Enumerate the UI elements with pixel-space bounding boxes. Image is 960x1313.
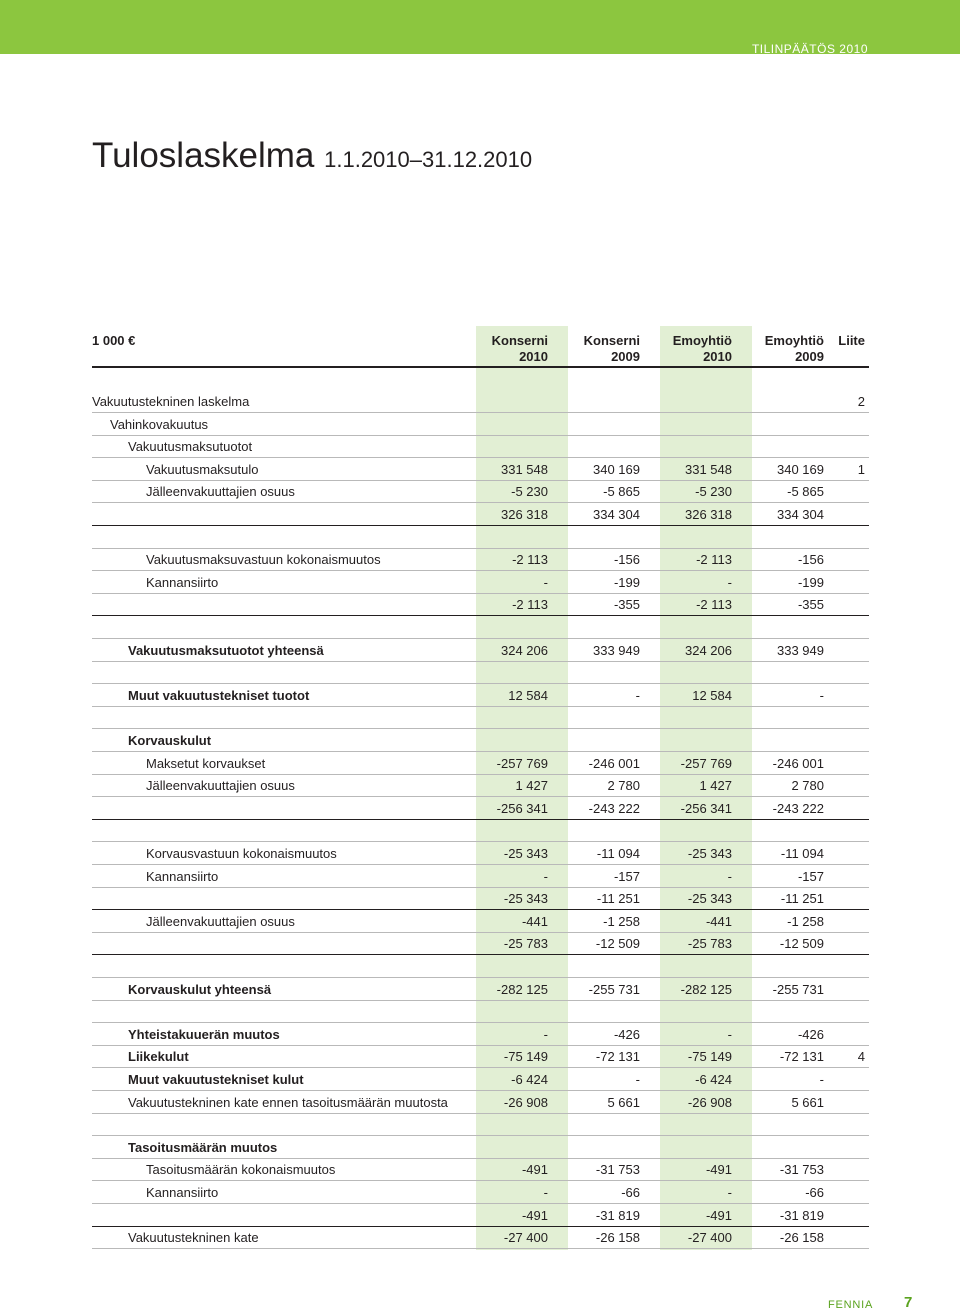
row-label: Vakuutustekninen laskelma <box>92 394 250 409</box>
table-row <box>92 414 869 436</box>
row-value-col4: -426 <box>797 1026 824 1042</box>
row-value-col4: -5 865 <box>787 484 824 500</box>
row-label: Kannansiirto <box>146 574 219 590</box>
row-value-col2: -11 094 <box>596 846 640 861</box>
row-label: Kannansiirto <box>146 1185 219 1200</box>
table-row <box>92 1182 869 1204</box>
row-value-col2: -255 731 <box>588 981 640 997</box>
row-value-col4: 2 780 <box>791 778 824 794</box>
table-row <box>92 640 869 662</box>
table-row <box>92 391 869 413</box>
row-value-col3: 324 206 <box>685 642 732 658</box>
row-value-col3: - <box>727 1026 732 1042</box>
table-row <box>92 436 869 458</box>
row-value-col1: 12 584 <box>508 687 548 703</box>
row-value-col2: -26 158 <box>595 1230 640 1246</box>
row-label: Muut vakuutustekniset tuotot <box>128 687 310 703</box>
row-value-col2: -246 001 <box>588 755 640 771</box>
table-row <box>92 1114 869 1136</box>
row-note: 1 <box>857 461 865 477</box>
row-value-col3: -75 149 <box>687 1049 732 1065</box>
row-value-col2: - <box>635 687 640 703</box>
row-value-col4: -72 131 <box>779 1049 824 1065</box>
page-title <box>92 138 532 173</box>
row-value-col4: 5 661 <box>791 1094 824 1110</box>
row-value-col3: 1 427 <box>699 778 732 794</box>
row-value-col1: - <box>543 574 548 590</box>
row-value-col3: -27 400 <box>687 1230 732 1246</box>
row-value-col4: - <box>819 1072 824 1087</box>
table-row <box>92 775 869 797</box>
table-row <box>92 866 869 888</box>
row-value-col3: -25 783 <box>687 936 732 952</box>
table-row <box>92 481 869 503</box>
table-row <box>92 1069 869 1091</box>
row-label: Korvauskulut yhteensä <box>128 981 272 997</box>
row-value-col2: -31 819 <box>595 1207 640 1223</box>
table-row <box>92 979 869 1001</box>
row-value-col1: - <box>543 1185 548 1200</box>
table-row <box>92 730 869 752</box>
row-value-col3: -257 769 <box>680 755 732 771</box>
row-value-col4: -26 158 <box>779 1230 824 1246</box>
column-header-3 <box>652 333 732 365</box>
row-value-col1: -75 149 <box>503 1049 548 1065</box>
row-value-col3: -2 113 <box>696 552 732 568</box>
row-value-col2: -72 131 <box>595 1049 640 1065</box>
header-bar <box>0 0 960 54</box>
row-value-col2: -426 <box>613 1026 640 1042</box>
table-row <box>92 933 869 955</box>
row-value-col1: -282 125 <box>496 981 548 997</box>
row-label: Tasoitusmäärän muutos <box>128 1139 278 1155</box>
row-value-col4: -11 251 <box>780 891 824 907</box>
table-row <box>92 798 869 820</box>
row-value-col3: -2 113 <box>696 597 732 613</box>
column-header-4 <box>744 333 824 365</box>
row-value-col3: 331 548 <box>685 461 732 477</box>
row-value-col2: - <box>635 1072 640 1087</box>
page-number: 7 <box>904 1294 913 1311</box>
row-value-col3: -282 125 <box>680 981 732 997</box>
column-header-3-line1: Emoyhtiö <box>672 333 732 348</box>
row-value-col1: -2 113 <box>512 552 548 568</box>
table-row <box>92 504 869 526</box>
table-row <box>92 911 869 933</box>
table-row <box>92 662 869 684</box>
row-label: Vakuutusmaksutuotot yhteensä <box>128 642 324 658</box>
row-value-col4: -12 509 <box>779 936 824 952</box>
row-value-col3: 326 318 <box>685 507 732 522</box>
column-header-1 <box>468 333 548 365</box>
row-value-col4: -255 731 <box>772 981 824 997</box>
table-row <box>92 1092 869 1114</box>
row-label: Yhteistakuuerän muutos <box>128 1026 280 1042</box>
row-value-col1: 326 318 <box>501 507 548 522</box>
footer-brand: FENNIA <box>828 1299 874 1311</box>
row-label: Korvausvastuun kokonaismuutos <box>146 846 337 861</box>
row-label: Vakuutusmaksutuotot <box>128 439 253 455</box>
row-value-col1: -25 343 <box>503 891 548 907</box>
row-value-col2: -157 <box>613 868 640 884</box>
row-value-col4: -11 094 <box>780 846 824 861</box>
row-value-col3: -5 230 <box>695 484 732 500</box>
table-row <box>92 1001 869 1023</box>
row-value-col3: - <box>727 574 732 590</box>
row-value-col1: 331 548 <box>501 461 548 477</box>
row-label: Vakuutusmaksuvastuun kokonaismuutos <box>146 552 381 568</box>
table-row <box>92 549 869 571</box>
row-value-col1: -441 <box>521 913 548 929</box>
row-value-col1: -5 230 <box>511 484 548 500</box>
row-value-col3: -6 424 <box>695 1072 732 1087</box>
row-value-col4: -157 <box>797 868 824 884</box>
row-value-col2: -1 258 <box>603 913 640 929</box>
title-period: 1.1.2010–31.12.2010 <box>324 147 533 172</box>
row-label: Tasoitusmäärän kokonaismuutos <box>146 1162 336 1178</box>
row-value-col2: 334 304 <box>593 507 640 522</box>
row-value-col2: -243 222 <box>588 800 640 816</box>
row-note: 2 <box>857 394 865 409</box>
row-value-col4: -246 001 <box>772 755 824 771</box>
row-value-col3: -25 343 <box>687 891 732 907</box>
table-row <box>92 888 869 910</box>
table-row <box>92 1205 869 1227</box>
row-label: Liikekulut <box>128 1049 189 1065</box>
row-label: Vakuutustekninen kate ennen tasoitusmäärän muutosta <box>128 1094 448 1110</box>
row-value-col3: -25 343 <box>687 846 732 861</box>
header-rule <box>92 366 869 368</box>
row-value-col2: -66 <box>621 1185 640 1200</box>
row-value-col1: 324 206 <box>501 642 548 658</box>
row-value-col3: -491 <box>705 1207 732 1223</box>
column-header-4-line1: Emoyhtiö <box>764 333 824 348</box>
row-label: Muut vakuutustekniset kulut <box>128 1072 304 1087</box>
row-value-col2: -156 <box>613 552 640 568</box>
column-header-4-line2: 2009 <box>795 349 824 364</box>
row-value-col1: 1 427 <box>515 778 548 794</box>
table-row <box>92 527 869 549</box>
column-header-2 <box>560 333 640 365</box>
row-value-col3: -491 <box>705 1162 732 1178</box>
table-row <box>92 1159 869 1181</box>
row-value-col1: -257 769 <box>496 755 548 771</box>
row-value-col3: -441 <box>705 913 732 929</box>
column-header-1-line1: Konserni <box>491 333 548 348</box>
table-row <box>92 594 869 616</box>
row-value-col3: - <box>727 868 732 884</box>
row-value-col4: 334 304 <box>777 507 824 522</box>
row-value-col1: - <box>543 1026 548 1042</box>
column-header-3-line2: 2010 <box>703 349 732 364</box>
row-value-col4: 340 169 <box>777 461 824 477</box>
row-value-col1: -25 343 <box>503 846 548 861</box>
row-value-col1: -6 424 <box>511 1072 548 1087</box>
row-value-col1: - <box>543 868 548 884</box>
row-label: Vakuutustekninen kate <box>128 1230 259 1246</box>
table-row <box>92 1024 869 1046</box>
row-value-col4: -199 <box>797 574 824 590</box>
unit-label: 1 000 € <box>92 333 136 348</box>
row-value-col2: 2 780 <box>607 778 640 794</box>
row-note: 4 <box>857 1049 865 1065</box>
row-value-col3: 12 584 <box>692 687 732 703</box>
row-value-col4: -31 753 <box>779 1162 824 1178</box>
row-label: Kannansiirto <box>146 868 219 884</box>
row-value-col1: -491 <box>521 1162 548 1178</box>
row-value-col4: - <box>819 687 824 703</box>
row-value-col4: -243 222 <box>772 800 824 816</box>
row-value-col4: -156 <box>797 552 824 568</box>
row-label: Korvauskulut <box>128 733 212 748</box>
table-row <box>92 956 869 978</box>
table-row <box>92 1046 869 1068</box>
row-value-col4: -1 258 <box>787 913 824 929</box>
table-row <box>92 617 869 639</box>
row-value-col2: -5 865 <box>603 484 640 500</box>
row-value-col3: -256 341 <box>680 800 732 816</box>
column-header-2-line2: 2009 <box>611 349 640 364</box>
row-value-col2: -355 <box>613 597 640 613</box>
row-value-col4: -355 <box>797 597 824 613</box>
row-value-col1: -25 783 <box>503 936 548 952</box>
row-label: Vakuutusmaksutulo <box>146 461 259 477</box>
table-row <box>92 685 869 707</box>
header-label: TILINPÄÄTÖS 2010 <box>751 42 868 56</box>
row-value-col2: 340 169 <box>593 461 640 477</box>
row-value-col1: -2 113 <box>512 597 548 613</box>
row-label: Vahinkovakuutus <box>110 416 209 432</box>
row-value-col2: -31 753 <box>595 1162 640 1178</box>
row-label: Jälleenvakuuttajien osuus <box>146 484 295 500</box>
row-value-col1: -26 908 <box>503 1094 548 1110</box>
row-value-col4: 333 949 <box>777 642 824 658</box>
row-value-col2: -199 <box>613 574 640 590</box>
row-value-col2: 333 949 <box>593 642 640 658</box>
row-value-col3: -26 908 <box>687 1094 732 1110</box>
table-row <box>92 753 869 775</box>
row-label: Jälleenvakuuttajien osuus <box>146 778 295 794</box>
table-row <box>92 820 869 842</box>
row-value-col1: -27 400 <box>503 1230 548 1246</box>
row-value-col2: -12 509 <box>595 936 640 952</box>
table-row <box>92 707 869 729</box>
row-label: Maksetut korvaukset <box>146 755 266 771</box>
row-value-col4: -66 <box>805 1185 824 1200</box>
title-main: Tuloslaskelma <box>92 136 325 175</box>
note-header: Liite <box>838 333 865 348</box>
row-value-col4: -31 819 <box>779 1207 824 1223</box>
row-value-col1: -256 341 <box>496 800 548 816</box>
table-row <box>92 572 869 594</box>
row-label: Jälleenvakuuttajien osuus <box>146 913 295 929</box>
table-row <box>92 459 869 481</box>
column-header-2-line1: Konserni <box>583 333 640 348</box>
table-row <box>92 1227 869 1249</box>
table-row <box>92 843 869 865</box>
row-value-col3: - <box>727 1185 732 1200</box>
row-value-col2: -11 251 <box>596 891 640 907</box>
column-header-1-line2: 2010 <box>519 349 548 364</box>
row-value-col1: -491 <box>521 1207 548 1223</box>
table-row <box>92 1137 869 1159</box>
row-value-col2: 5 661 <box>607 1094 640 1110</box>
